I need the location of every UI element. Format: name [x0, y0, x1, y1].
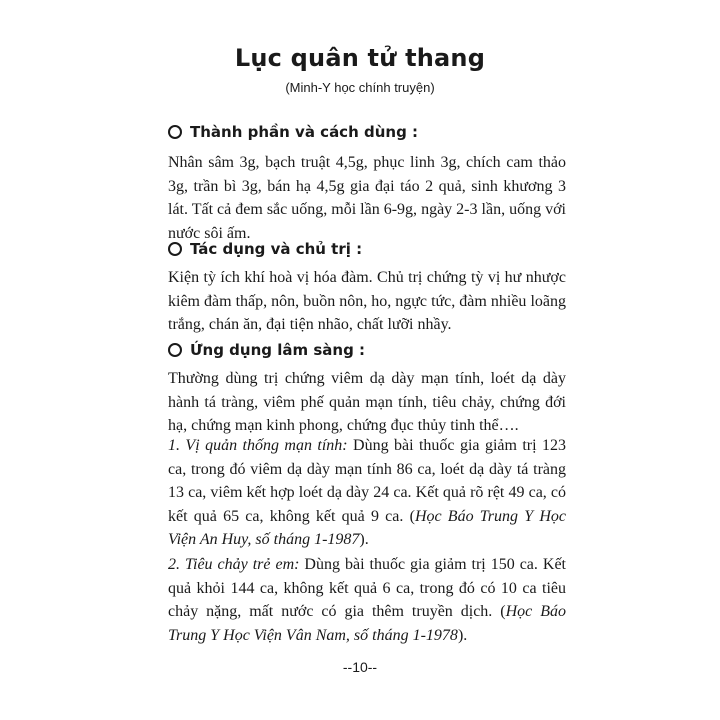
circle-bullet-icon — [168, 343, 182, 357]
section-heading-ingredients — [168, 123, 418, 141]
section-heading-label: Ứng dụng lâm sàng : — [190, 341, 366, 359]
case-source: Học Báo Trung Y Học Viện Vân Nam, số tháng 1-1978 — [168, 603, 567, 644]
section-heading-label: Thành phần và cách dùng : — [190, 123, 419, 141]
case-paragraph-1 — [168, 434, 566, 552]
page-subtitle: (Minh-Y học chính truyện) — [285, 80, 435, 95]
case-tail: ). — [457, 626, 468, 644]
page-title: Lục quân tử thang — [234, 44, 486, 72]
case-label: 1. Vị quản thống mạn tính: — [168, 437, 348, 454]
section-text-ingredients: Nhân sâm 3g, bạch truật 4,5g, phục linh 3g, chích cam thảo 3g, trần bì 3g, bán hạ 4,5g gia đại táo 2 quả, sinh khương 3 lát. Tất cả đem sắc uống, mỗi lần 6-9g, ngày 2-3 lần, uống với nước sôi ấm. — [168, 154, 566, 242]
case-source: Học Báo Trung Y Học Viện An Huy, số tháng 1-1987 — [168, 507, 567, 548]
page-number: --10-- — [342, 659, 378, 675]
section-heading-effects — [168, 240, 362, 258]
case-body: Dùng bài thuốc gia giảm trị 150 ca. Kết quả khỏi 144 ca, không kết quả 6 ca, trong đó có 10 ca tiêu chảy nặng, mất nước có gia thêm truyền dịch. ( — [168, 556, 566, 620]
circle-bullet-icon — [168, 242, 182, 256]
case-label: 2. Tiêu chảy trẻ em: — [168, 556, 300, 573]
case-paragraph-2 — [168, 553, 566, 647]
section-heading-label: Tác dụng và chủ trị : — [190, 240, 363, 258]
section-heading-clinical — [168, 341, 365, 359]
section-text-effects: Kiện tỳ ích khí hoà vị hóa đàm. Chủ trị chứng tỳ vị hư nhược kiêm đàm thấp, nôn, buồn nôn, ho, ngực tức, đàm nhiều loãng trắng, chán ăn, đại tiện nhão, chất lưỡi nhầy. — [168, 269, 566, 333]
section-text-clinical: Thường dùng trị chứng viêm dạ dày mạn tính, loét dạ dày hành tá tràng, viêm phế quản mạn tính, tiêu chảy, chứng đới hạ, chứng mạn kinh phong, chứng đục thủy tinh thể…. — [168, 370, 566, 434]
case-tail: ). — [359, 531, 369, 548]
circle-bullet-icon — [168, 125, 182, 139]
case-body: Dùng bài thuốc gia giảm trị 123 ca, trong đó viêm dạ dày mạn tính 86 ca, loét dạ dày tá tràng 13 ca, viêm kết hợp loét dạ dày 24 ca. Kết quả rõ rệt 49 ca, có kết quả 65 ca, không kết quả 9 ca. ( — [168, 437, 567, 525]
